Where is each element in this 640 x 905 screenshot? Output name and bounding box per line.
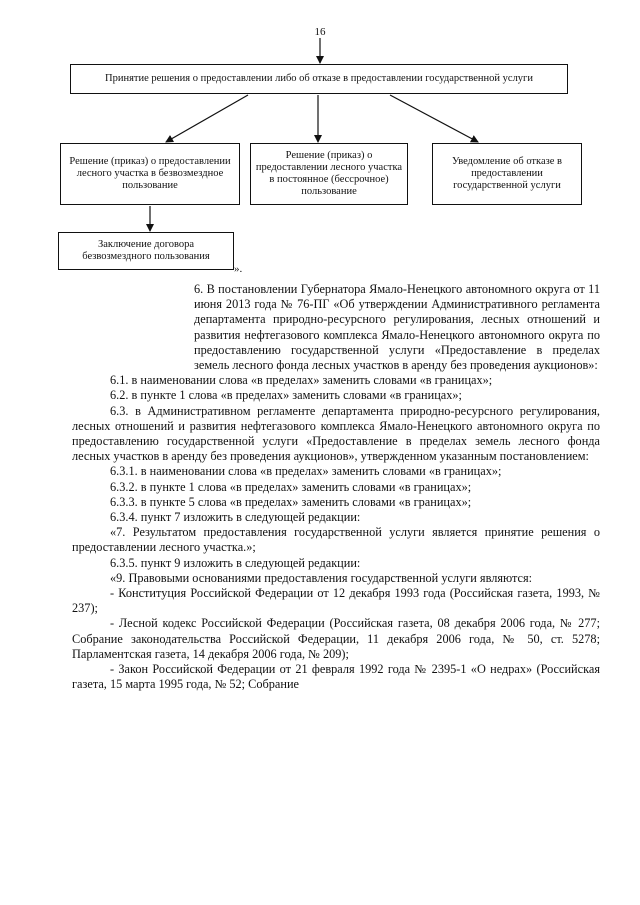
paragraph: «9. Правовыми основаниями предоставления государственной услуги являются:: [110, 570, 533, 585]
paragraph: 6.3.1. в наименовании слова «в пределах» заменить словами «в границах»;: [110, 464, 502, 479]
document-body: [72, 282, 600, 692]
flow-box-refusal-notice-text: Уведомление об отказе в предоставлении государственной услуги: [451, 156, 563, 191]
flow-box-free-use-text: Решение (приказ) о предоставлении лесного участка в безвозмездное пользование: [69, 156, 231, 191]
flow-box-decision-text: Принятие решения о предоставлении либо об отказе в предоставлении государственной услуги: [105, 73, 533, 84]
flow-box-contract-text: Заключение договора безвозмездного пользования: [82, 239, 210, 262]
page-number: 16: [314, 26, 326, 38]
flow-box-refusal-notice: [432, 143, 582, 205]
paragraph: 6.3.3. в пункте 5 слова «в пределах» заменить словами «в границах»;: [110, 494, 472, 509]
paragraph: 6.3.2. в пункте 1 слова «в пределах» заменить словами «в границах»;: [110, 479, 472, 494]
paragraph: - Конституция Российской Федерации от 12 декабря 1993 года (Российская газета, 1993, № 237);: [72, 586, 600, 616]
flow-box-decision: [70, 64, 568, 94]
paragraph: 6.3.5. пункт 9 изложить в следующей редакции:: [110, 555, 361, 570]
paragraph: 6. В постановлении Губернатора Ямало-Ненецкого автономного округа от 11 июня 2013 года № 76-ПГ «Об утверждении Административного регламента департамента природно-ресурсного регулирования, лесных отношений и развития нефтегазового комплекса Ямало-Ненецкого автономного округа по предоставлению государственной услуги «Предоставление в пределах земель лесного фонда лесных участков в аренду без проведения аукционов»:: [194, 282, 600, 373]
flow-box-free-use: [60, 143, 240, 205]
paragraph: - Лесной кодекс Российской Федерации (Российская газета, 08 декабря 2006 года, № 277; Собрание законодательства Российской Федерации, 11 декабря 2006 года, № 50, ст. 5278; Парламентская газета, 14 декабря 2006 года, № 209);: [72, 616, 600, 661]
paragraph: 6.3. в Административном регламенте департамента природно-ресурсного регулирования, лесных отношений и развития нефтегазового комплекса Ямало-Ненецкого автономного округа по предоставлению государственной услуги «Предоставление в пределах земель лесного фонда лесных участков в аренду без проведения аукционов», утвержденном указанным постановлением:: [72, 403, 600, 464]
paragraph: - Закон Российской Федерации от 21 февраля 1992 года № 2395-1 «О недрах» (Российская газета, 15 марта 1995 года, № 52; Собрание: [72, 662, 600, 692]
closing-quote-mark: ».: [234, 263, 243, 275]
paragraph: 6.3.4. пункт 7 изложить в следующей редакции:: [110, 510, 361, 525]
flow-box-permanent-use: [250, 143, 408, 205]
arrow-top-to-left-box: [166, 95, 248, 142]
flow-box-permanent-use-text: Решение (приказ) о предоставлении лесного участка в постоянное (бессрочное) пользование: [255, 150, 403, 197]
paragraph: 6.2. в пункте 1 слова «в пределах» заменить словами «в границах»;: [110, 388, 462, 403]
flow-box-contract: [58, 232, 234, 270]
arrow-top-to-right-box: [390, 95, 478, 142]
paragraph: 6.1. в наименовании слова «в пределах» заменить словами «в границах»;: [110, 373, 493, 388]
paragraph: «7. Результатом предоставления государственной услуги является принятие решения о предоставлении лесного участка.»;: [72, 525, 600, 555]
